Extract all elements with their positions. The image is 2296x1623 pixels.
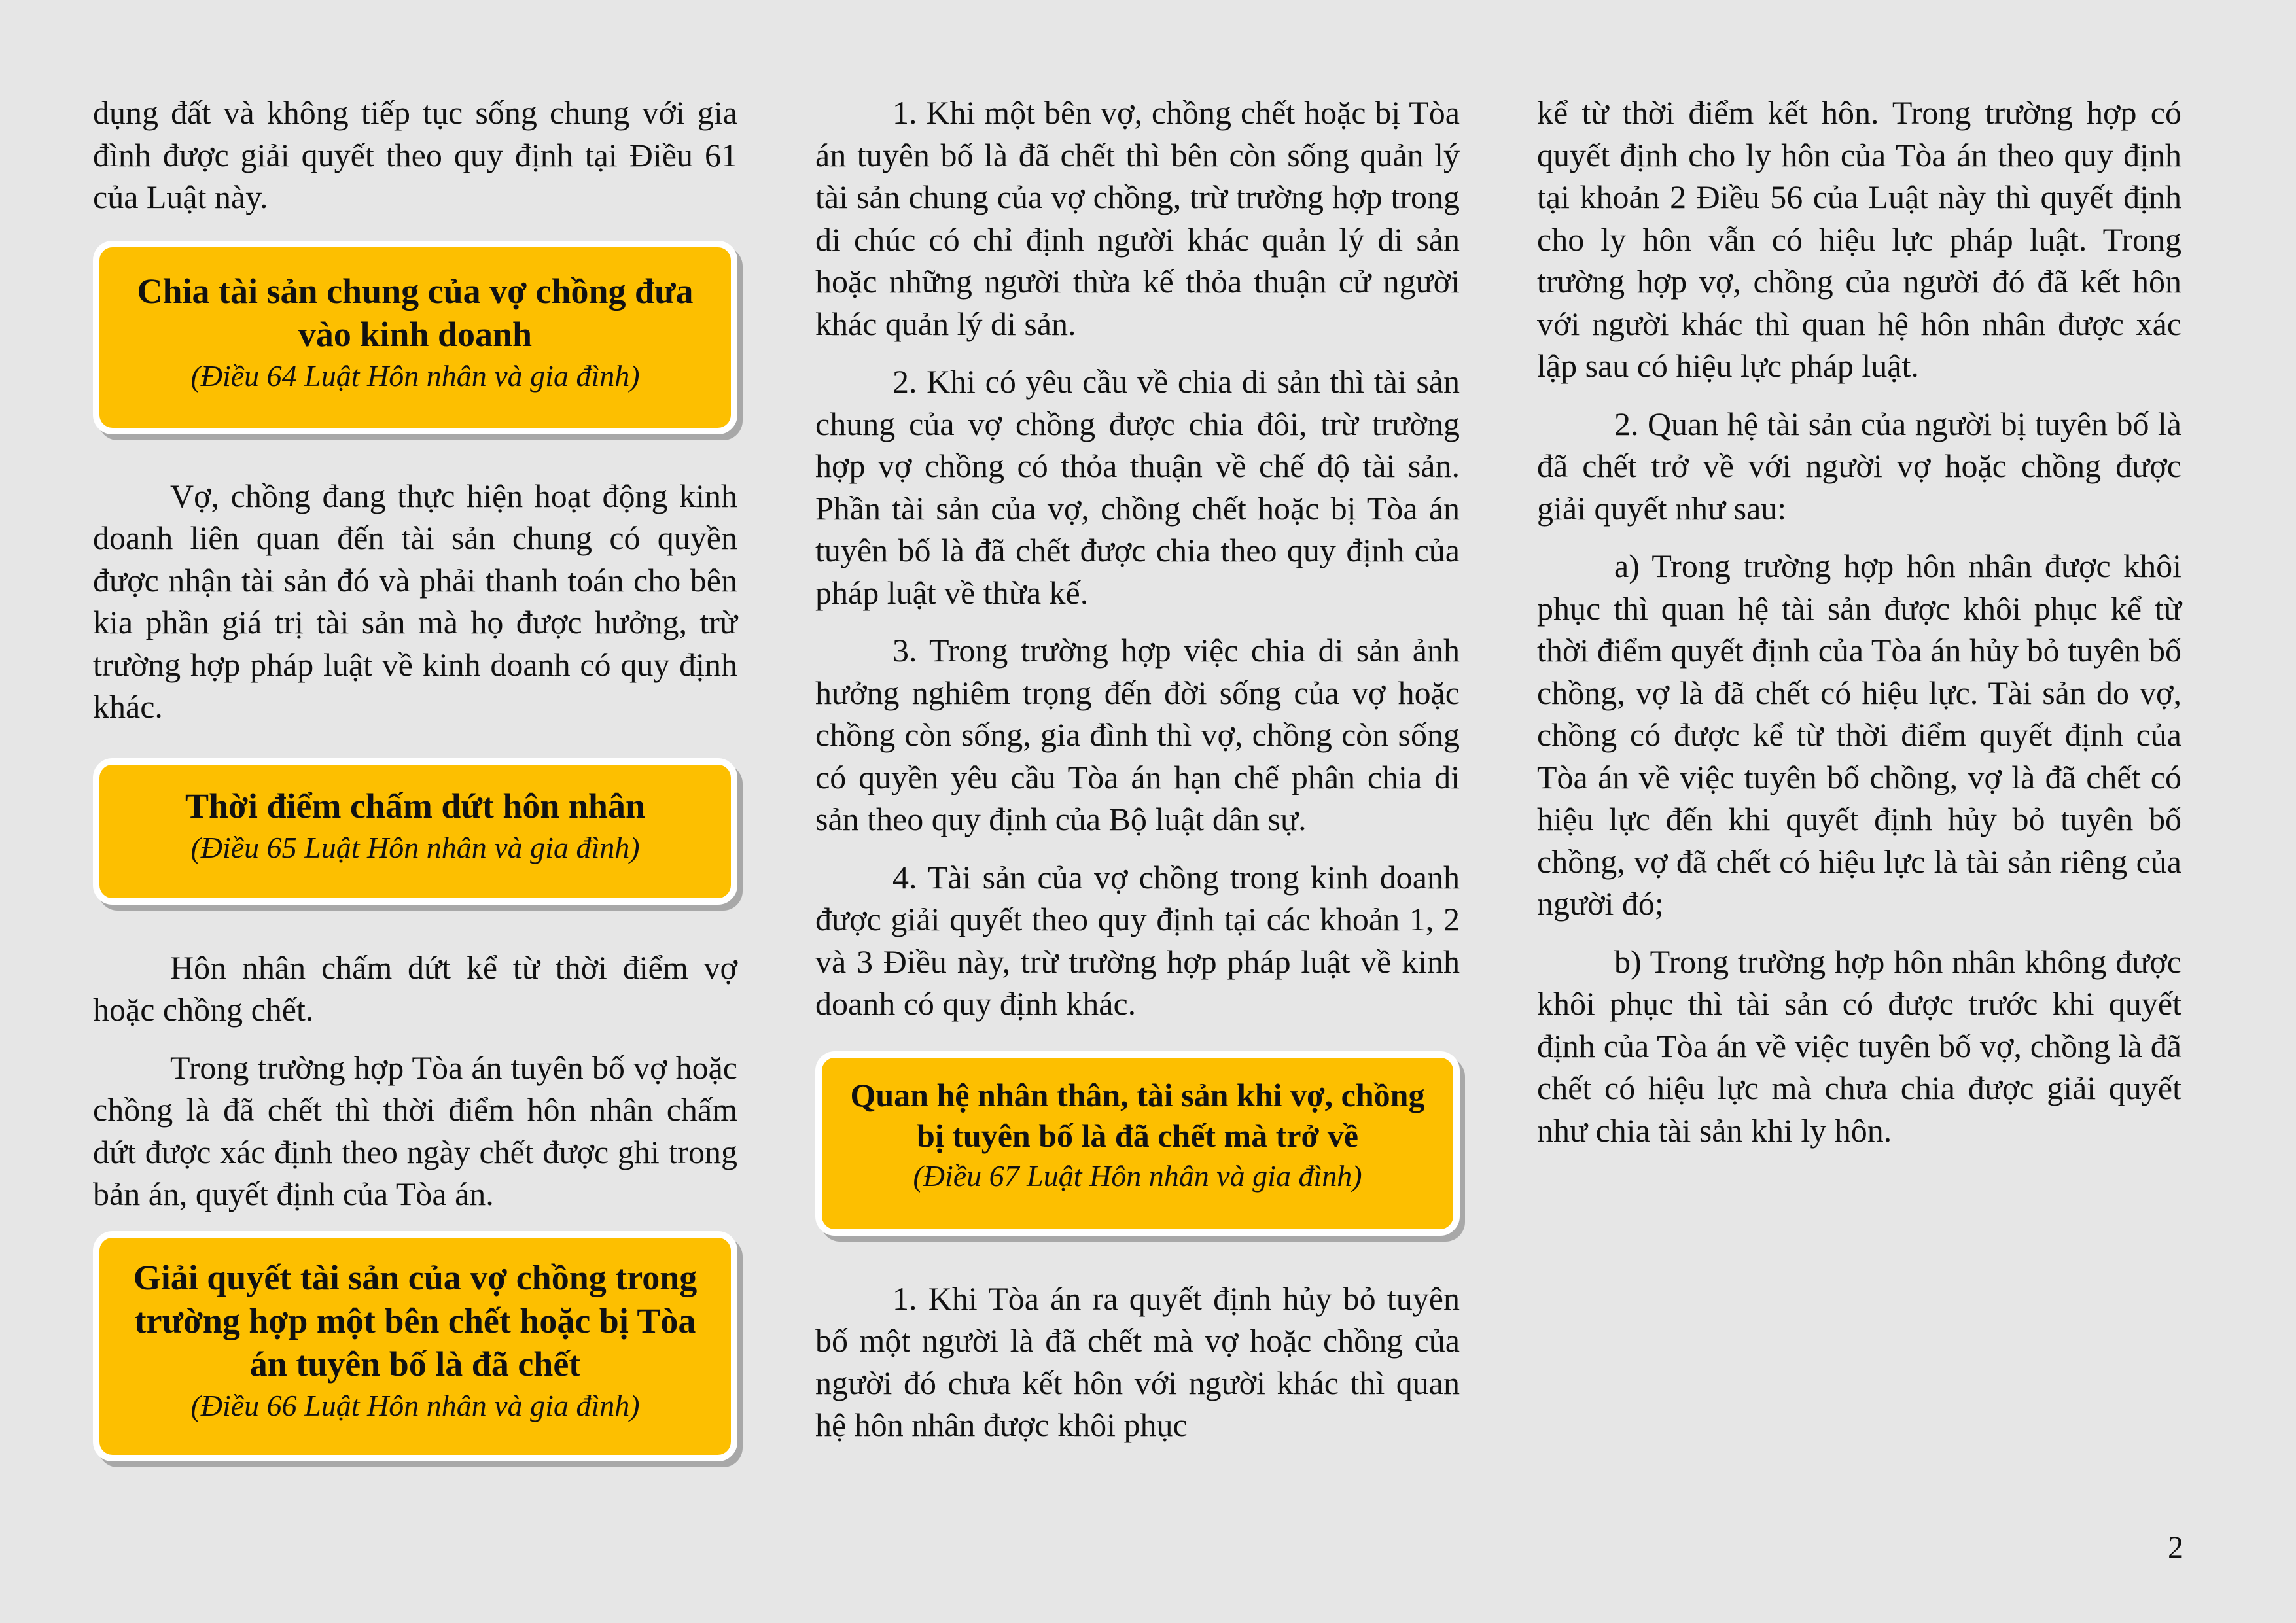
paragraph: Trong trường hợp Tòa án tuyên bố vợ hoặc chồng là đã chết thì thời điểm hôn nhân chấm dứt được xác định theo ngày chết được ghi trong bản án, quyết định của Tòa án.: [93, 1049, 737, 1212]
paragraph: a) Trong trường hợp hôn nhân được khôi phục thì quan hệ tài sản được khôi phục kể từ thời điểm quyết định của Tòa án hủy bỏ tuyên bố chồng, vợ là đã chết có hiệu lực. Tài sản do vợ, chồng có được kể từ thời điểm quyết định của Tòa án về việc tuyên bố chồng, vợ là đã chết có hiệu lực đến khi quyết định hủy bỏ tuyên bố chồng, vợ đã chết có hiệu lực là tài sản riêng của người đó;: [1537, 548, 2181, 922]
paragraph: 3. Trong trường hợp việc chia di sản ảnh hưởng nghiêm trọng đến đời sống của vợ hoặc chồng còn sống, gia đình thì vợ, chồng còn sống có quyền yêu cầu Tòa án hạn chế phân chia di sản theo quy định của Bộ luật dân sự.: [815, 632, 1460, 837]
page-number: 2: [2168, 1530, 2183, 1565]
section-title: Quan hệ nhân thân, tài sản khi vợ, chồng bị tuyên bố là đã chết mà trở về: [850, 1076, 1425, 1154]
paragraph: dụng đất và không tiếp tục sống chung với gia đình được giải quyết theo quy định tại Điều 61 của Luật này.: [93, 94, 737, 215]
paragraph: 4. Tài sản của vợ chồng trong kinh doanh được giải quyết theo quy định tại các khoản 1, 2 và 3 Điều này, trừ trường hợp pháp luật về kinh doanh có quy định khác.: [815, 858, 1460, 1022]
column-right: [1537, 92, 2181, 1167]
paragraph: Vợ, chồng đang thực hiện hoạt động kinh doanh liên quan đến tài sản chung có quyền được nhận tài sản đó và phải thanh toán cho bên kia phần giá trị tài sản mà họ được hưởng, trừ trường hợp pháp luật về kinh doanh có quy định khác.: [93, 477, 737, 725]
paragraph: 1. Khi một bên vợ, chồng chết hoặc bị Tòa án tuyên bố là đã chết thì bên còn sống quản lý tài sản chung của vợ chồng, trừ trường hợp trong di chúc có chỉ định người khác quản lý di sản hoặc những người thừa kế thỏa thuận cử người khác quản lý di sản.: [815, 94, 1460, 342]
column-left: [93, 92, 737, 1461]
column-middle: [815, 92, 1460, 1462]
paragraph: kể từ thời điểm kết hôn. Trong trường hợp có quyết định cho ly hôn của Tòa án theo quy định tại khoản 2 Điều 56 của Luật này thì quyết định cho ly hôn vẫn có hiệu lực pháp luật. Trong trường hợp vợ, chồng của người đó đã kết hôn với người khác thì quan hệ hôn nhân được xác lập sau có hiệu lực pháp luật.: [1537, 94, 2181, 384]
section-reference: (Điều 66 Luật Hôn nhân và gia đình): [190, 1388, 640, 1422]
section-heading-article-66: [93, 1231, 737, 1461]
section-reference: (Điều 65 Luật Hôn nhân và gia đình): [190, 830, 640, 864]
section-heading-article-64: [93, 241, 737, 434]
paragraph: 1. Khi Tòa án ra quyết định hủy bỏ tuyên bố một người là đã chết mà vợ hoặc chồng của người đó chưa kết hôn với người khác thì quan hệ hôn nhân được khôi phục: [815, 1280, 1460, 1443]
paragraph: Hôn nhân chấm dứt kể từ thời điểm vợ hoặc chồng chết.: [93, 949, 737, 1028]
section-title: Thời điểm chấm dứt hôn nhân: [185, 786, 645, 826]
paragraph: b) Trong trường hợp hôn nhân không được khôi phục thì tài sản có được trước khi quyết định của Tòa án về việc tuyên bố vợ, chồng là đã chết có hiệu lực mà chưa chia được giải quyết như chia tài sản khi ly hôn.: [1537, 943, 2181, 1149]
section-heading-article-65: [93, 758, 737, 905]
section-reference: (Điều 64 Luật Hôn nhân và gia đình): [190, 358, 640, 393]
paragraph: 2. Quan hệ tài sản của người bị tuyên bố là đã chết trở về với người vợ hoặc chồng được giải quyết như sau:: [1537, 405, 2181, 527]
section-title: Chia tài sản chung của vợ chồng đưa vào kinh doanh: [137, 271, 694, 354]
paragraph: 2. Khi có yêu cầu về chia di sản thì tài sản chung của vợ chồng được chia đôi, trừ trường hợp vợ chồng có thỏa thuận về chế độ tài sản. Phần tài sản của vợ, chồng chết hoặc bị Tòa án tuyên bố là đã chết được chia theo quy định của pháp luật về thừa kế.: [815, 363, 1460, 611]
section-heading-article-67: [815, 1051, 1460, 1236]
section-title: Giải quyết tài sản của vợ chồng trong trường hợp một bên chết hoặc bị Tòa án tuyên bố là đã chết: [133, 1257, 698, 1384]
section-reference: (Điều 67 Luật Hôn nhân và gia đình): [913, 1159, 1362, 1193]
